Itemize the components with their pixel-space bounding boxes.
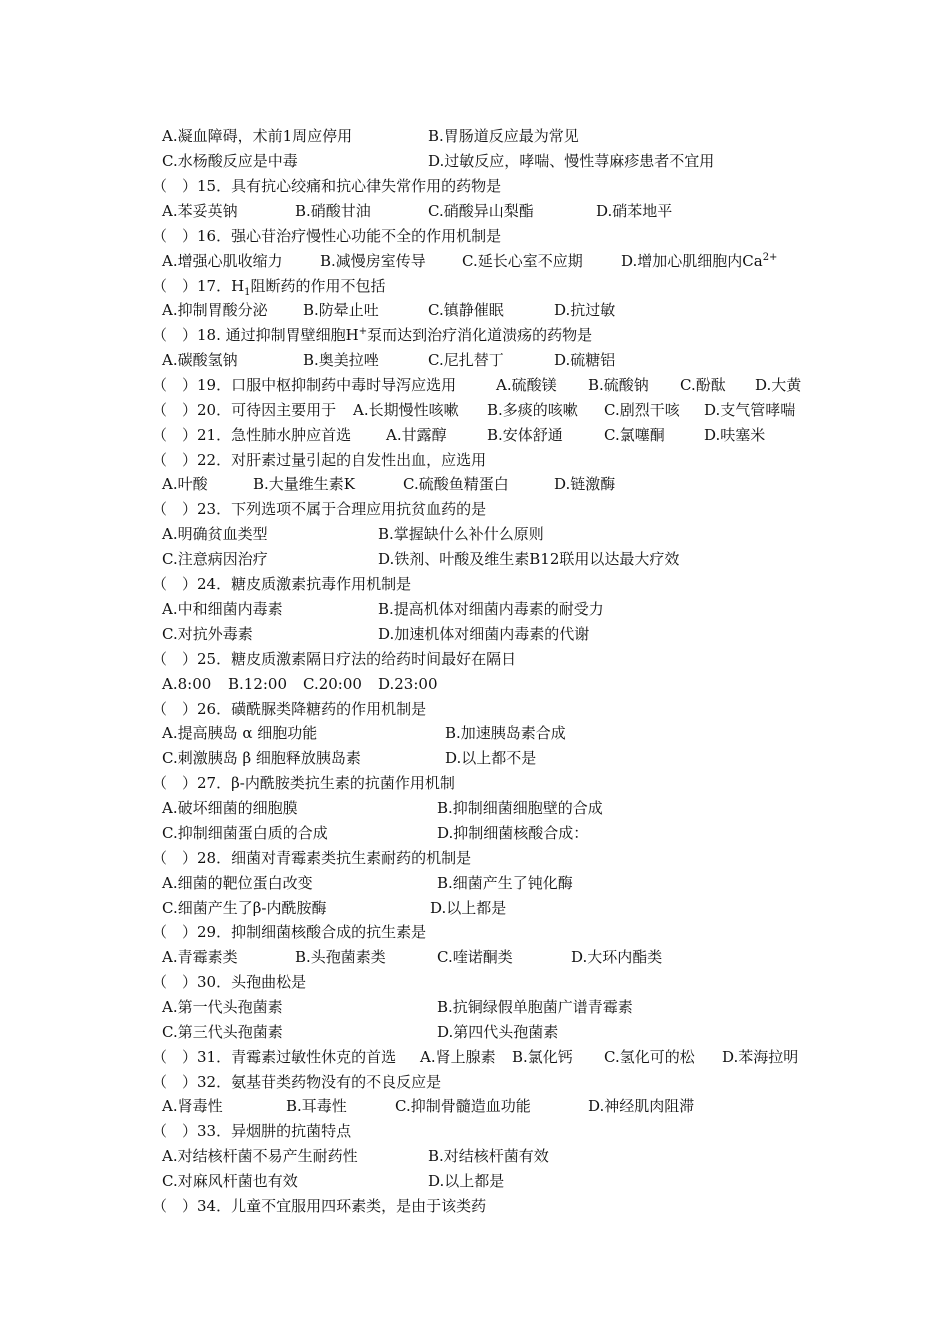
option-d: D.苯海拉明 [722, 1048, 799, 1066]
option-d: D.神经肌肉阻滞 [588, 1097, 695, 1115]
question-33: （ ）33．异烟肼的抗菌特点 [152, 1122, 352, 1140]
superscript: + [358, 326, 368, 337]
option-a: A.对结核杆菌不易产生耐药性 [162, 1147, 358, 1165]
option-d: D.加速机体对细菌内毒素的代谢 [378, 625, 590, 643]
option-c: C.抑制骨髓造血功能 [395, 1097, 531, 1115]
option-a: A.破坏细菌的细胞膜 [162, 799, 298, 817]
option-d: D.大黄 [755, 376, 802, 394]
question-23: （ ）23．下列选项不属于合理应用抗贫血药的是 [152, 500, 487, 518]
option-b: B.对结核杆菌有效 [428, 1147, 549, 1165]
option-b: B.胃肠道反应最为常见 [428, 127, 579, 145]
question-22: （ ）22．对肝素过量引起的自发性出血，应选用 [152, 451, 487, 469]
option-d: D.过敏反应，哮喘、慢性荨麻疹患者不宜用 [428, 152, 715, 170]
option-a: A.碳酸氢钠 [162, 351, 238, 369]
option-b: B.硝酸甘油 [295, 202, 371, 220]
option-c: C.对抗外毒素 [162, 625, 253, 643]
option-a: A.叶酸 [162, 475, 208, 493]
option-b: B.细菌产生了钝化酶 [437, 874, 573, 892]
question-15: （ ）15．具有抗心绞痛和抗心律失常作用的药物是 [152, 177, 502, 195]
option-d: D.抑制细菌核酸合成： [437, 824, 589, 842]
option-c: C.氢化可的松 [604, 1048, 695, 1066]
option-a: A.青霉素类 [162, 948, 238, 966]
option-d: D.硫糖铝 [554, 351, 616, 369]
option-a: A.肾毒性 [162, 1097, 223, 1115]
option-c: C.注意病因治疗 [162, 550, 268, 568]
question-20: （ ）20．可待因主要用于 [152, 401, 337, 419]
option-a: A.肾上腺素 [420, 1048, 496, 1066]
option-c: C.水杨酸反应是中毒 [162, 152, 298, 170]
option-c: C.抑制细菌蛋白质的合成 [162, 824, 328, 842]
option-a: A.长期慢性咳嗽 [353, 401, 459, 419]
question-17: （ ）17．$H_1$阻断药的作用不包括 [152, 277, 386, 298]
option-c: C.对麻风杆菌也有效 [162, 1172, 298, 1190]
option-c: C.镇静催眠 [428, 301, 504, 319]
option-a: A.细菌的靶位蛋白改变 [162, 874, 313, 892]
option-c: C.氯噻酮 [604, 426, 665, 444]
option-a: A.提高胰岛 α 细胞功能 [162, 724, 318, 742]
option-a: A.8:00 [162, 675, 212, 693]
question-25: （ ）25．糖皮质激素隔日疗法的给药时间最好在隔日 [152, 650, 517, 668]
option-c: C.剧烈干咳 [604, 401, 680, 419]
option-b: B.多痰的咳嗽 [487, 401, 578, 419]
question-27: （ ）27．β-内酰胺类抗生素的抗菌作用机制 [152, 774, 455, 792]
option-c: C.细菌产生了β-内酰胺酶 [162, 899, 327, 917]
option-a: A.苯妥英钠 [162, 202, 238, 220]
option-b: B.减慢房室传导 [320, 252, 426, 270]
option-a: A.第一代头孢菌素 [162, 998, 283, 1016]
question-30: （ ）30．头孢曲松是 [152, 973, 307, 991]
option-d: D.以上都不是 [445, 749, 537, 767]
superscript: 2+ [762, 252, 778, 263]
option-d: D.增加心肌细胞内$Ca^{2+}$ [621, 252, 778, 270]
option-d: D.以上都是 [430, 899, 507, 917]
option-b: B.氯化钙 [512, 1048, 573, 1066]
question-18: （ ）18. 通过抑制胃壁细胞H+泵而达到治疗消化道溃疡的药物是 [152, 326, 593, 344]
option-c: C.第三代头孢菌素 [162, 1023, 283, 1041]
question-31: （ ）31．青霉素过敏性休克的首选 [152, 1048, 397, 1066]
option-b: B.硫酸钠 [588, 376, 649, 394]
option-b: B.防晕止吐 [303, 301, 379, 319]
question-21: （ ）21．急性肺水肿应首选 [152, 426, 352, 444]
option-b: B.奥美拉唑 [303, 351, 379, 369]
option-d: D.第四代头孢菌素 [437, 1023, 559, 1041]
question-34: （ ）34．儿童不宜服用四环素类，是由于该类药 [152, 1197, 487, 1215]
question-16: （ ）16．强心苷治疗慢性心功能不全的作用机制是 [152, 227, 502, 245]
option-a: A.中和细菌内毒素 [162, 600, 283, 618]
question-29: （ ）29．抑制细菌核酸合成的抗生素是 [152, 923, 427, 941]
option-c: C.刺激胰岛 β 细胞释放胰岛素 [162, 749, 361, 767]
option-b: B.安体舒通 [487, 426, 563, 444]
option-b: B.耳毒性 [286, 1097, 347, 1115]
option-a: A.凝血障碍，术前1周应停用 [162, 127, 353, 145]
option-b: B.头孢菌素类 [295, 948, 386, 966]
option-c: C.喹诺酮类 [437, 948, 513, 966]
question-26: （ ）26．磺酰脲类降糖药的作用机制是 [152, 700, 427, 718]
option-b: B.掌握缺什么补什么原则 [378, 525, 544, 543]
option-c: C.延长心室不应期 [462, 252, 583, 270]
option-d: D.硝苯地平 [596, 202, 673, 220]
subscript: 1 [244, 287, 251, 298]
option-c: C.20:00 [303, 675, 362, 693]
question-19: （ ）19．口服中枢抑制药中毒时导泻应选用 [152, 376, 457, 394]
option-a: A.增强心肌收缩力 [162, 252, 283, 270]
option-b: B.抗铜绿假单胞菌广谱青霉素 [437, 998, 633, 1016]
option-a: A.硫酸镁 [496, 376, 557, 394]
option-d: D.以上都是 [428, 1172, 505, 1190]
option-a: A.甘露醇 [386, 426, 447, 444]
option-d: D.支气管哮喘 [704, 401, 796, 419]
option-d: D.铁剂、叶酸及维生素B12联用以达最大疗效 [378, 550, 680, 568]
option-d: D.呋塞米 [704, 426, 766, 444]
option-a: A.明确贫血类型 [162, 525, 268, 543]
option-c: C.尼扎替丁 [428, 351, 504, 369]
option-b: B.12:00 [228, 675, 288, 693]
option-b: B.大量维生素K [253, 475, 355, 493]
option-b: B.抑制细菌细胞壁的合成 [437, 799, 603, 817]
option-d: D.大环内酯类 [571, 948, 663, 966]
option-c: C.硫酸鱼精蛋白 [403, 475, 509, 493]
option-d: D.23:00 [378, 675, 438, 693]
option-d: D.抗过敏 [554, 301, 616, 319]
question-24: （ ）24．糖皮质激素抗毒作用机制是 [152, 575, 412, 593]
option-b: B.加速胰岛素合成 [445, 724, 566, 742]
question-28: （ ）28．细菌对青霉素类抗生素耐药的机制是 [152, 849, 472, 867]
option-b: B.提高机体对细菌内毒素的耐受力 [378, 600, 604, 618]
option-a: A.抑制胃酸分泌 [162, 301, 268, 319]
option-d: D.链激酶 [554, 475, 616, 493]
question-32: （ ）32．氨基苷类药物没有的不良反应是 [152, 1073, 442, 1091]
option-c: C.酚酞 [680, 376, 726, 394]
option-c: C.硝酸异山梨酯 [428, 202, 534, 220]
